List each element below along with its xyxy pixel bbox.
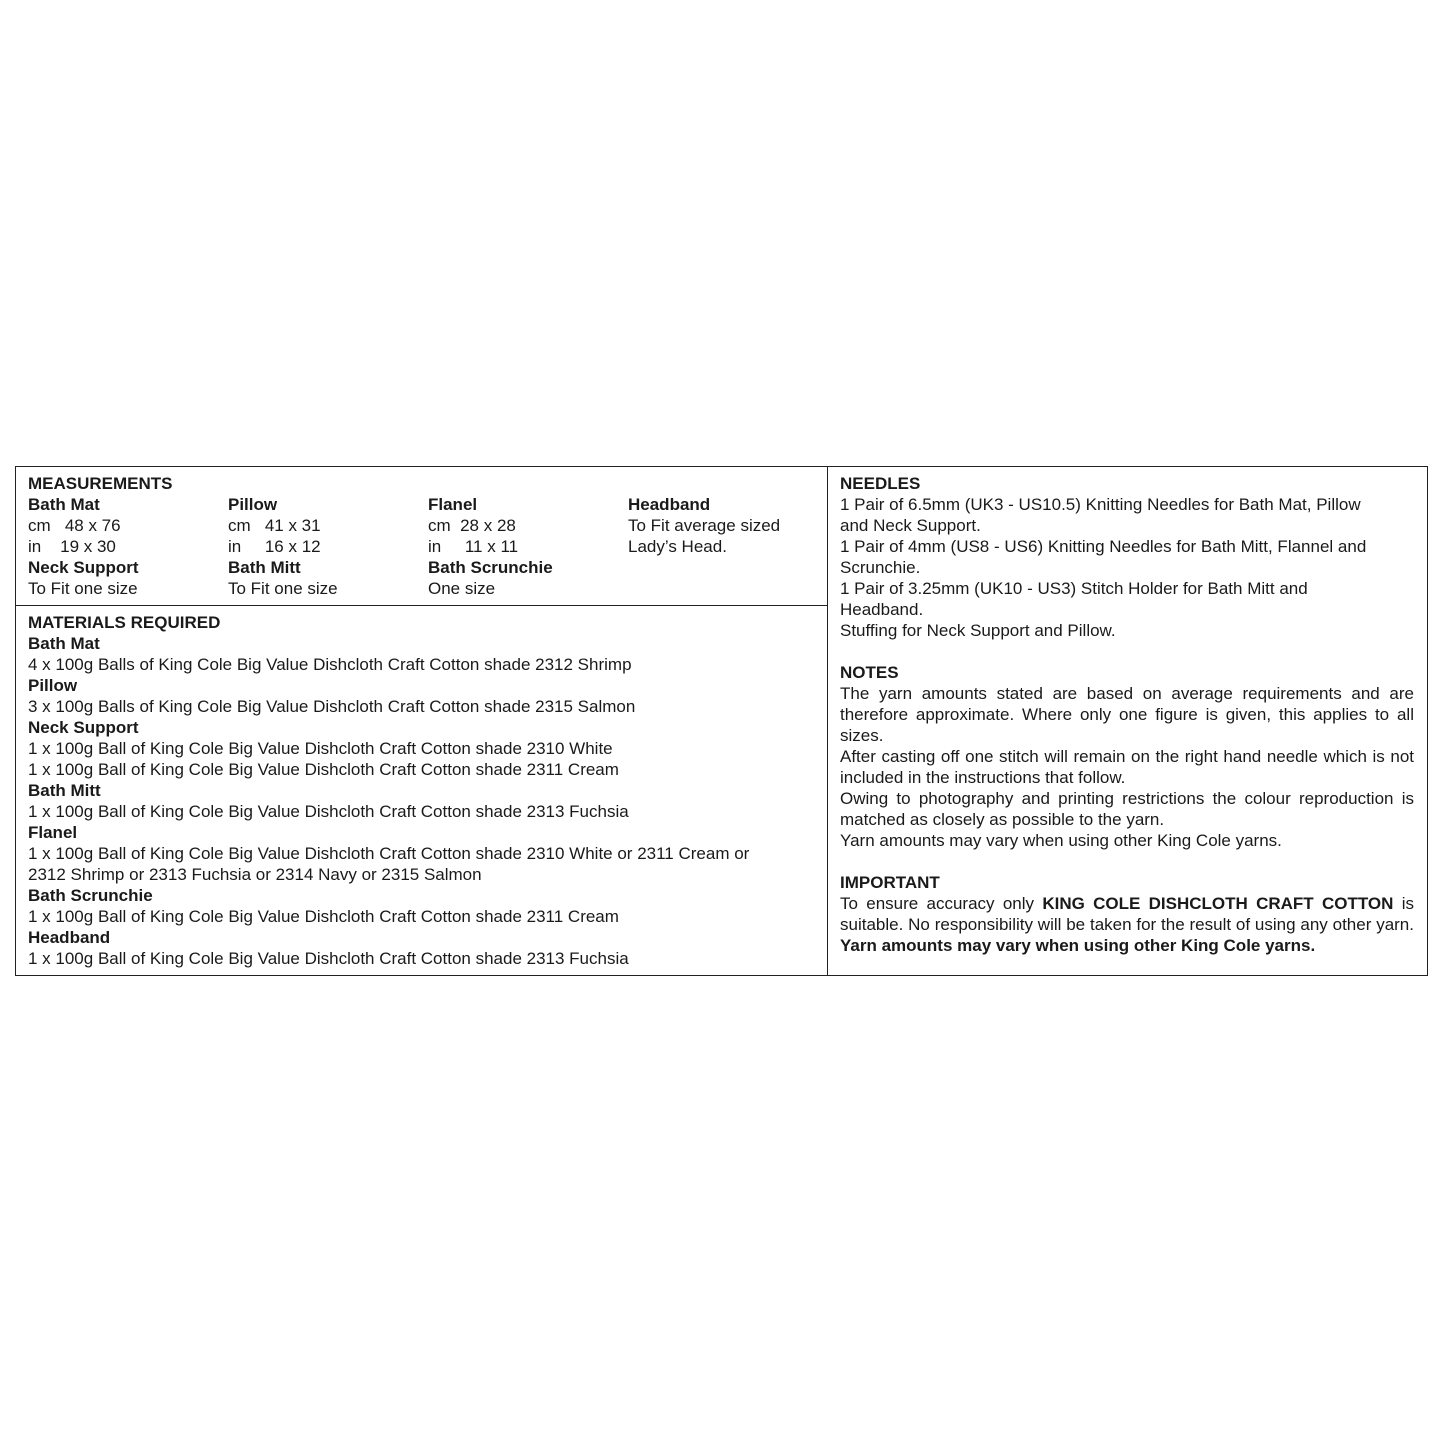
notes-paragraph: After casting off one stitch will remain on the right hand needle which is not included in the instructions that follow. <box>840 747 1414 787</box>
material-line: 4 x 100g Balls of King Cole Big Value Dishcloth Craft Cotton shade 2312 Shrimp <box>28 655 632 674</box>
measurement-name: Flanel <box>428 495 478 514</box>
measurements-grid <box>28 494 815 599</box>
measurement-value: in 19 x 30 <box>28 537 116 556</box>
material-name: Headband <box>28 928 111 947</box>
material-line: 1 x 100g Ball of King Cole Big Value Dishcloth Craft Cotton shade 2311 Cream <box>28 760 619 779</box>
material-line: 1 x 100g Ball of King Cole Big Value Dishcloth Craft Cotton shade 2310 White <box>28 739 613 758</box>
left-column <box>16 467 827 975</box>
measurement-name: Bath Mitt <box>228 558 301 577</box>
material-name: Pillow <box>28 676 78 695</box>
material-name: Flanel <box>28 823 78 842</box>
notes-paragraph: Yarn amounts may vary when using other King Cole yarns. <box>840 831 1282 850</box>
material-name: Bath Mitt <box>28 781 101 800</box>
important-text: To ensure accuracy only <box>840 894 1043 913</box>
measurements-section <box>16 467 827 606</box>
measurement-value: To Fit average sized <box>628 516 781 535</box>
material-line: 3 x 100g Balls of King Cole Big Value Dishcloth Craft Cotton shade 2315 Salmon <box>28 697 636 716</box>
needles-line: Stuffing for Neck Support and Pillow. <box>840 621 1116 640</box>
measurement-value: cm 28 x 28 <box>428 516 516 535</box>
needles-heading: NEEDLES <box>840 474 921 493</box>
measurement-name: Headband <box>628 495 711 514</box>
material-line: 1 x 100g Ball of King Cole Big Value Dishcloth Craft Cotton shade 2311 Cream <box>28 907 619 926</box>
measurement-name: Neck Support <box>28 558 139 577</box>
measurement-value: To Fit one size <box>228 579 338 598</box>
measurement-value: in 11 x 11 <box>428 537 519 556</box>
pattern-info-box <box>15 466 1428 976</box>
right-column <box>827 467 1427 975</box>
measurements-heading: MEASUREMENTS <box>28 474 173 493</box>
important-warning: Yarn amounts may vary when using other King Cole yarns. <box>840 936 1316 955</box>
notes-heading: NOTES <box>840 663 899 682</box>
measurement-value: One size <box>428 579 496 598</box>
important-paragraph <box>840 893 1414 956</box>
material-line: 1 x 100g Ball of King Cole Big Value Dishcloth Craft Cotton shade 2313 Fuchsia <box>28 949 629 968</box>
needles-line: 1 Pair of 6.5mm (UK3 - US10.5) Knitting Needles for Bath Mat, Pillow <box>840 495 1361 514</box>
needles-line: 1 Pair of 3.25mm (UK10 - US3) Stitch Holder for Bath Mitt and <box>840 579 1308 598</box>
materials-heading: MATERIALS REQUIRED <box>28 613 221 632</box>
material-line: 2312 Shrimp or 2313 Fuchsia or 2314 Navy or 2315 Salmon <box>28 865 482 884</box>
notes-paragraph: Owing to photography and printing restrictions the colour reproduction is matched as closely as possible to the yarn. <box>840 789 1414 829</box>
measurement-name: Bath Mat <box>28 495 100 514</box>
important-yarn-name: KING COLE DISHCLOTH CRAFT COTTON <box>1042 894 1394 913</box>
measurement-value: cm 48 x 76 <box>28 516 121 535</box>
needles-line: 1 Pair of 4mm (US8 - US6) Knitting Needles for Bath Mitt, Flannel and <box>840 537 1367 556</box>
measurement-value: Lady’s Head. <box>628 537 727 556</box>
notes-paragraph: The yarn amounts stated are based on average requirements and are therefore approximate. Where only one figure is given, this applies to all sizes. <box>840 684 1414 745</box>
measurement-name: Pillow <box>228 495 278 514</box>
measurement-value: in 16 x 12 <box>228 537 321 556</box>
material-line: 1 x 100g Ball of King Cole Big Value Dishcloth Craft Cotton shade 2310 White or 2311 Cream or <box>28 844 750 863</box>
needles-line: and Neck Support. <box>840 516 981 535</box>
important-heading: IMPORTANT <box>840 873 940 892</box>
material-name: Neck Support <box>28 718 139 737</box>
material-name: Bath Mat <box>28 634 100 653</box>
measurement-name: Bath Scrunchie <box>428 558 553 577</box>
material-name: Bath Scrunchie <box>28 886 153 905</box>
needles-line: Headband. <box>840 600 924 619</box>
material-line: 1 x 100g Ball of King Cole Big Value Dishcloth Craft Cotton shade 2313 Fuchsia <box>28 802 629 821</box>
important-text: is suitable. No responsibility will be taken for the result of using any other yarn. <box>840 894 1414 934</box>
materials-section <box>16 606 827 975</box>
measurement-value: cm 41 x 31 <box>228 516 321 535</box>
needles-line: Scrunchie. <box>840 558 921 577</box>
measurement-value: To Fit one size <box>28 579 138 598</box>
